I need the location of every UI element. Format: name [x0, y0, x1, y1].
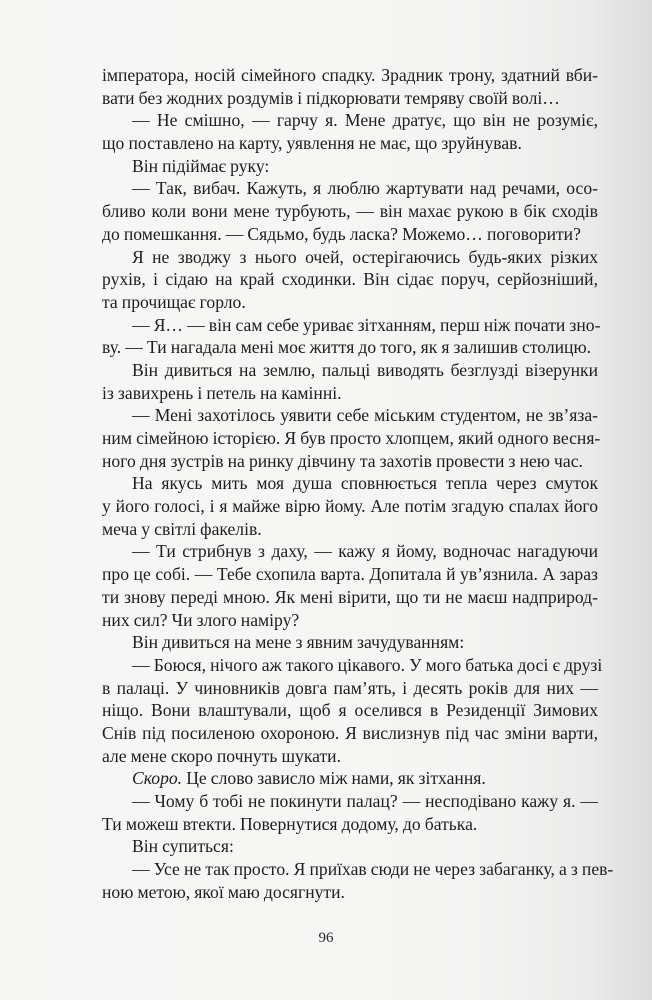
text-line: що поставлено на карту, уявлення не має, що зруйнував. — [102, 133, 522, 154]
text-line: ву. — Ти нагадала мені моє життя до того, як я залишив столицю. — [102, 337, 591, 358]
text-line: ти знову переді мною. Як мені вірити, що ти не маєш надприрод- — [102, 586, 598, 607]
italic-word: Скоро. — [132, 768, 183, 789]
text-line: Я не зводжу з нього очей, остерігаючись будь-яких різких — [132, 246, 598, 267]
text-line: — Не смішно, — гарчу я. Мене дратує, що він не розуміє, — [132, 110, 598, 131]
text-line: ного дня зустрів на ринку дівчину та захотів провести з нею час. — [102, 450, 583, 471]
page-number: 96 — [318, 930, 334, 946]
text-line: ною метою, якої маю досягнути. — [102, 881, 345, 902]
text-line: про це собі. — Тебе схопила варта. Допитала й ув’язнила. А зараз — [102, 564, 598, 585]
text-line: ніщо. Вони влаштували, щоб я оселився в Резиденції Зимових — [102, 700, 598, 721]
page-body-text — [102, 64, 614, 903]
text-line: із завихрень і петель на камінні. — [102, 382, 342, 403]
text-line: імператора, носій сімейного спадку. Зрадник трону, здатний вби- — [102, 65, 598, 85]
text-line — [102, 767, 598, 790]
line-text: Це слово зависло між нами, як зітхання. — [182, 768, 486, 789]
text-line: вати без жодних роздумів і підкорювати темряву своїй волі… — [102, 87, 560, 108]
text-line: до помешкання. — Сядьмо, будь ласка? Можемо… поговорити? — [102, 223, 581, 244]
text-line: Ти можеш втекти. Повернутися додому, до батька. — [102, 813, 478, 834]
text-line: бливо коли вони мене турбують, — він махає рукою в бік сходів — [102, 201, 598, 222]
text-line: та прочищає горло. — [102, 291, 246, 312]
text-line: — Так, вибач. Кажуть, я люблю жартувати над речами, осо- — [132, 178, 598, 199]
text-line: Він супиться: — [132, 836, 234, 857]
text-line: рухів, і сідаю на край сходинки. Він сідає поруч, серйозніший, — [102, 269, 598, 290]
text-line: — Боюся, нічого аж такого цікавого. У мого батька досі є друзі — [132, 654, 603, 675]
text-line: — Ти стрибнув з даху, — кажу я йому, водночас нагадуючи — [132, 541, 598, 562]
text-line: них сил? Чи злого наміру? — [102, 609, 300, 630]
text-line: — Я… — він сам себе уриває зітханням, перш ніж почати зно- — [132, 314, 601, 335]
text-line: Він дивиться на мене з явним зачудуванням: — [132, 632, 465, 653]
text-line: Він підіймає руку: — [132, 155, 270, 176]
text-line: — Мені захотілось уявити себе міським студентом, не зв’яза- — [132, 405, 598, 426]
text-line: — Усе не так просто. Я приїхав сюди не через забаганку, а з пев- — [132, 859, 614, 880]
text-line: меча у світлі факелів. — [102, 518, 262, 539]
text-line: в палаці. У чиновників довга пам’ять, і десять років для них — — [102, 677, 598, 698]
text-line: На якусь мить моя душа сповнюється тепла через смуток — [132, 473, 598, 494]
text-line: Снів під посиленою охороною. Я вислизнув під час зміни варти, — [102, 722, 598, 743]
text-line: ним сімейною історією. Я був просто хлопцем, який одного весня- — [102, 428, 601, 448]
text-line: Він дивиться на землю, пальці виводять безглузді візерунки — [132, 359, 598, 380]
text-line: у його голосі, і я майже вірю йому. Але потім згадую спалах його — [102, 496, 598, 517]
text-line: але мене скоро почнуть шукати. — [102, 745, 341, 766]
text-line: — Чому б тобі не покинути палац? — несподівано кажу я. — — [132, 791, 598, 811]
